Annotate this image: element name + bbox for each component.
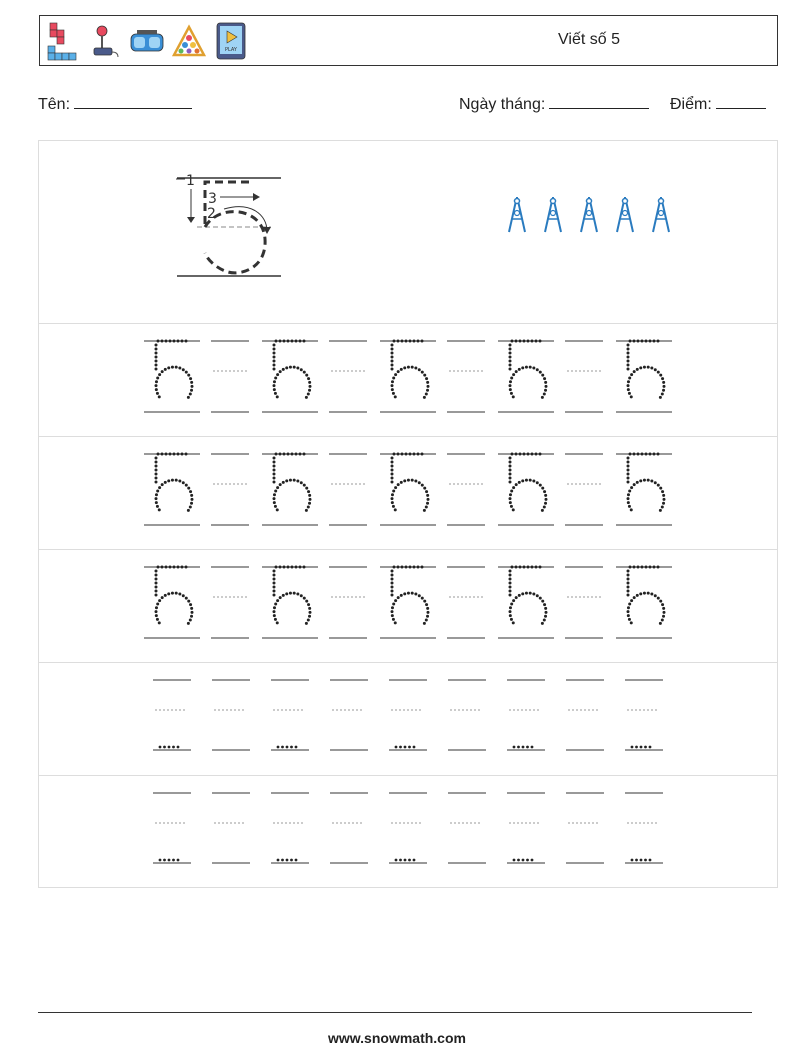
play-tablet-icon (214, 21, 248, 61)
worksheet-title: Viết số 5 (558, 31, 620, 48)
date-label: Ngày tháng: (459, 96, 546, 113)
compass-icon (545, 197, 561, 232)
header-icons (46, 21, 248, 61)
dotted-digit-5 (509, 340, 548, 399)
dotted-digit-5 (273, 453, 312, 512)
name-label: Tên: (38, 96, 71, 113)
score-label: Điểm: (670, 96, 712, 113)
trace-row-3 (39, 550, 777, 663)
tetris-blocks-icon (46, 21, 80, 61)
blank-row-svg (39, 776, 777, 887)
dotted-digit-5 (509, 453, 548, 512)
stroke-order-guide (176, 173, 281, 276)
dotted-digit-5 (273, 340, 312, 399)
trace-row-2 (39, 437, 777, 550)
stroke-number-3: 3 (208, 191, 217, 207)
dotted-digit-5 (155, 340, 194, 399)
compass-icon (581, 197, 597, 232)
dotted-digit-5 (391, 340, 430, 399)
stroke-number-2: 2 (207, 206, 216, 222)
blank-row-svg (39, 663, 777, 776)
demo-row (39, 141, 777, 324)
score-field[interactable] (670, 94, 766, 114)
score-line[interactable] (716, 94, 766, 109)
stroke-number-1: 1 (186, 173, 195, 189)
trace-row-svg (39, 550, 777, 663)
compass-icons (509, 197, 669, 232)
trace-row-svg (39, 437, 777, 550)
practice-grid (38, 140, 778, 888)
dotted-digit-5 (155, 453, 194, 512)
name-line[interactable] (74, 94, 192, 109)
dotted-digit-5 (391, 453, 430, 512)
dotted-digit-5 (273, 566, 312, 625)
blank-row-2 (39, 776, 777, 887)
dotted-digit-5 (155, 566, 194, 625)
blank-row-1 (39, 663, 777, 776)
vr-headset-icon (130, 21, 164, 61)
billiard-rack-icon (172, 21, 206, 61)
dotted-digit-5 (627, 340, 666, 399)
worksheet-header (39, 15, 778, 66)
svg-text:PLAY: PLAY (224, 47, 238, 53)
compass-icon (653, 197, 669, 232)
joystick-icon (88, 21, 122, 61)
trace-row-1 (39, 324, 777, 437)
compass-icon (509, 197, 525, 232)
dotted-digit-5 (391, 566, 430, 625)
trace-row-svg (39, 324, 777, 437)
name-field[interactable] (38, 94, 192, 114)
footer-divider (38, 1012, 752, 1013)
date-field[interactable] (459, 94, 649, 114)
date-line[interactable] (549, 94, 649, 109)
compass-icon (617, 197, 633, 232)
dotted-digit-5 (627, 566, 666, 625)
dotted-digit-5 (509, 566, 548, 625)
dotted-digit-5 (627, 453, 666, 512)
footer-url[interactable]: www.snowmath.com (328, 1030, 466, 1046)
demo-svg (39, 141, 777, 324)
